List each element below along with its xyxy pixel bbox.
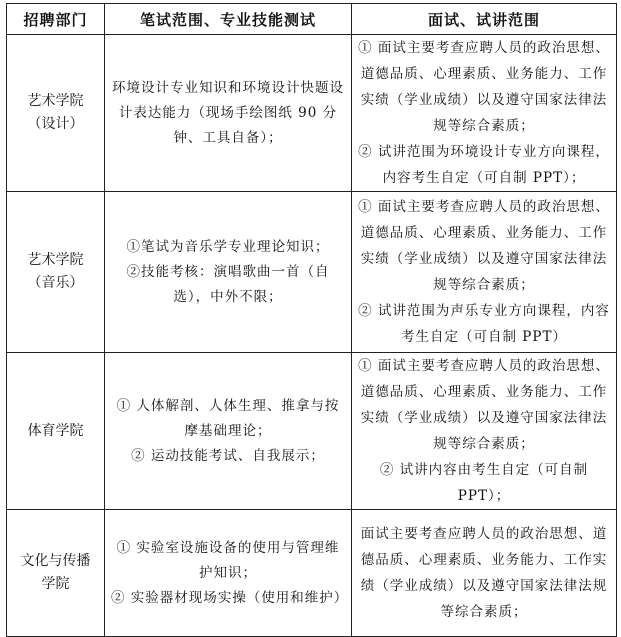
written-exam-cell	[105, 510, 352, 637]
table-header-row	[7, 4, 617, 35]
header-written-exam: 笔试范围、专业技能测试	[105, 4, 352, 35]
interview-item-1: ① 面试主要考查应聘人员的政治思想、道德品质、心理素质、业务能力、工作实绩（学业成绩）以及遵守国家法律法规等综合素质；	[358, 358, 610, 452]
interview-item-1: 面试主要考查应聘人员的政治思想、道德品质、心理素质、业务能力、工作实绩（学业成绩）以及遵守国家法律法规等综合素质；	[360, 526, 608, 620]
written-exam-cell	[105, 192, 352, 353]
interview-item-1: ① 面试主要考查应聘人员的政治思想、道德品质、心理素质、业务能力、工作实绩（学业成绩）以及遵守国家法律法规等综合素质；	[358, 40, 610, 134]
written-exam-item-2: ② 运动技能考试、自我展示；	[131, 447, 325, 464]
recruitment-exam-table	[6, 3, 617, 637]
interview-item-2: ② 试讲范围为环境设计专业方向课程，内容考生自定（可自制 PPT）；	[358, 144, 610, 186]
written-exam-cell	[105, 353, 352, 510]
header-interview: 面试、试讲范围	[352, 4, 617, 35]
table-row	[7, 510, 617, 637]
written-exam-item-1: ①笔试为音乐学专业理论知识；	[126, 238, 330, 255]
interview-cell	[352, 353, 617, 510]
interview-cell	[352, 192, 617, 353]
header-dept: 招聘部门	[7, 4, 105, 35]
dept-cell	[7, 192, 105, 353]
dept-cell	[7, 353, 105, 510]
interview-cell	[352, 35, 617, 192]
written-exam-item-1: ① 实验室设施设备的使用与管理维护知识；	[116, 539, 340, 581]
table-row	[7, 192, 617, 353]
dept-name: 文化与传播	[20, 553, 91, 569]
written-exam-item-1: ① 人体解剖、人体生理、推拿与按摩基础理论；	[116, 397, 340, 439]
dept-name: 体育学院	[27, 422, 84, 439]
table-row	[7, 35, 617, 192]
written-exam-cell	[105, 35, 352, 192]
dept-name: 艺术学院	[27, 93, 84, 109]
interview-item-1: ① 面试主要考查应聘人员的政治思想、道德品质、心理素质、业务能力、工作实绩（学业成绩）以及遵守国家法律法规等综合素质；	[358, 199, 610, 293]
written-exam-text: 环境设计专业知识和环境设计快题设计表达能力（现场手绘图纸 90 分钟、工具自备）；	[112, 79, 344, 146]
dept-subname: （音乐）	[27, 275, 84, 291]
dept-subname: （设计）	[27, 116, 84, 132]
dept-subname: 学院	[41, 576, 70, 592]
interview-cell	[352, 510, 617, 637]
interview-item-2: ② 试讲内容由考生自定（可自制 PPT）；	[379, 462, 589, 504]
written-exam-item-2: ②技能考核：演唱歌曲一首（自选），中外不限；	[126, 263, 330, 305]
dept-cell	[7, 510, 105, 637]
dept-name: 艺术学院	[27, 252, 84, 268]
interview-item-2: ② 试讲范围为声乐专业方向课程，内容考生自定（可自制 PPT）	[358, 303, 610, 345]
table-row	[7, 353, 617, 510]
dept-cell	[7, 35, 105, 192]
written-exam-item-2: ② 实验器材现场实操（使用和维护）	[111, 589, 349, 606]
